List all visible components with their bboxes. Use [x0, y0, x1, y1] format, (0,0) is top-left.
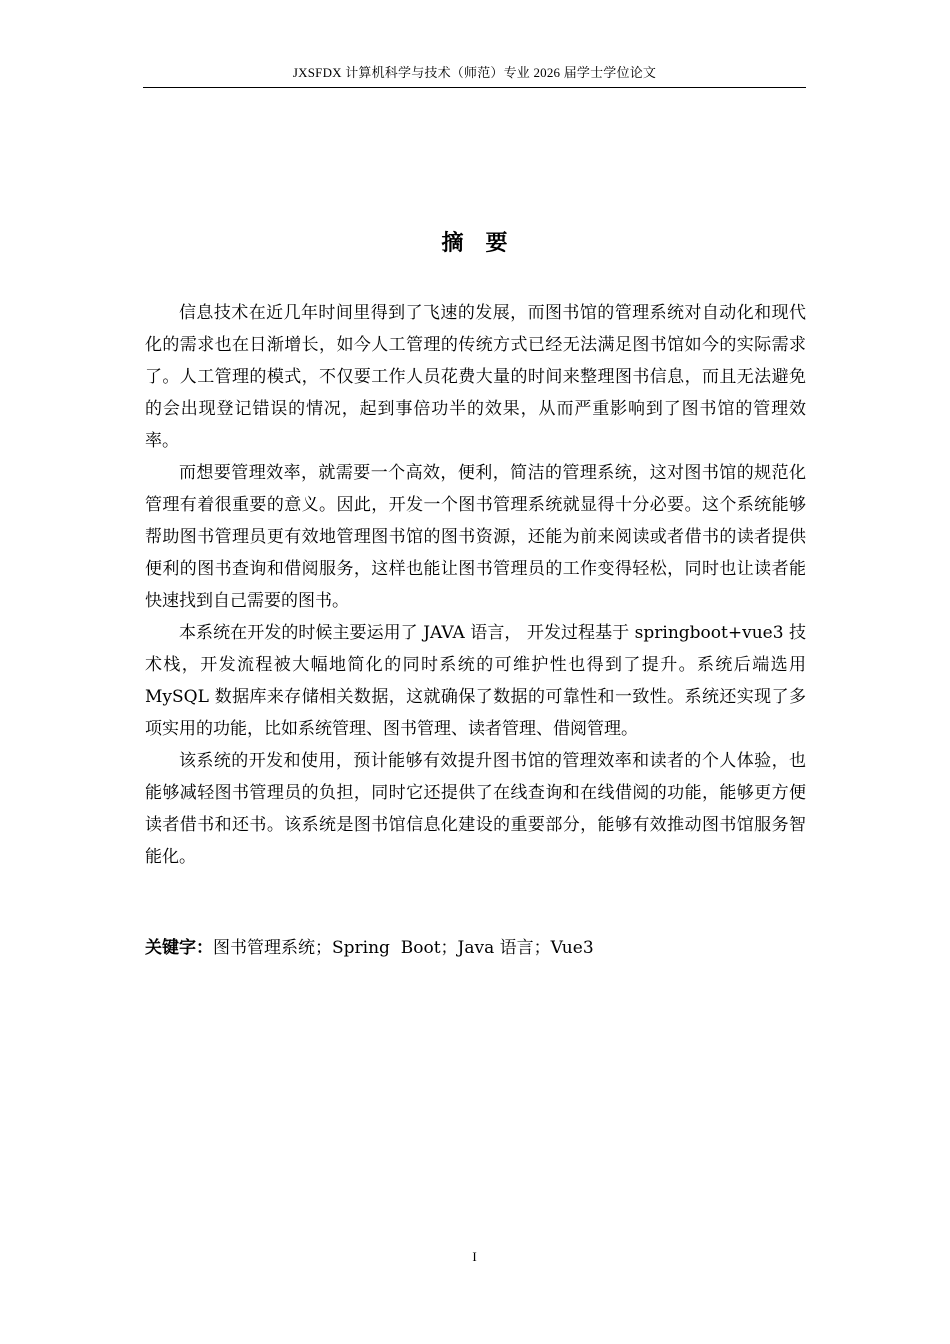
abstract-paragraph-4: 该系统的开发和使用，预计能够有效提升图书馆的管理效率和读者的个人体验，也能够减轻图书管理员的负担，同时它还提供了在线查询和在线借阅的功能，能够更方便读者借书和还书。该系统是图书馆信息化建设的重要部分，能够有效推动图书馆服务智能化。	[145, 751, 806, 867]
header-divider	[143, 87, 806, 88]
abstract-paragraph-2: 而想要管理效率，就需要一个高效，便利，简洁的管理系统，这对图书馆的规范化管理有着很重要的意义。因此，开发一个图书管理系统就显得十分必要。这个系统能够帮助图书管理员更有效地管理图书馆的图书资源，还能为前来阅读或者借书的读者提供便利的图书查询和借阅服务，这样也能让图书管理员的工作变得轻松，同时也让读者能快速找到自己需要的图书。	[145, 463, 806, 611]
page-title: 摘要	[441, 231, 530, 256]
abstract-paragraph-1: 信息技术在近几年时间里得到了飞速的发展，而图书馆的管理系统对自动化和现代化的需求也在日渐增长，如今人工管理的传统方式已经无法满足图书馆如今的实际需求了。人工管理的模式，不仅要工作人员花费大量的时间来整理图书信息，而且无法避免的会出现登记错误的情况，起到事倍功半的效果，从而严重影响到了图书馆的管理效率。	[145, 303, 806, 451]
keywords-value: 图书管理系统；Spring Boot；Java 语言；Vue3	[213, 938, 594, 958]
keywords-line	[145, 932, 806, 964]
running-header: JXSFDX 计算机科学与技术（师范）专业 2026 届学士学位论文	[292, 65, 657, 80]
page-number: I	[472, 1249, 477, 1264]
abstract-paragraph-3: 本系统在开发的时候主要运用了 JAVA 语言， 开发过程基于 springboot+vue3 技术栈，开发流程被大幅地简化的同时系统的可维护性也得到了提升。系统后端选用 MySQL 数据库来存储相关数据，这就确保了数据的可靠性和一致性。系统还实现了多项实用的功能，比如系统管理、图书管理、读者管理、借阅管理。	[145, 623, 806, 739]
keywords-label: 关键字：	[145, 938, 213, 958]
abstract-body	[145, 297, 806, 873]
